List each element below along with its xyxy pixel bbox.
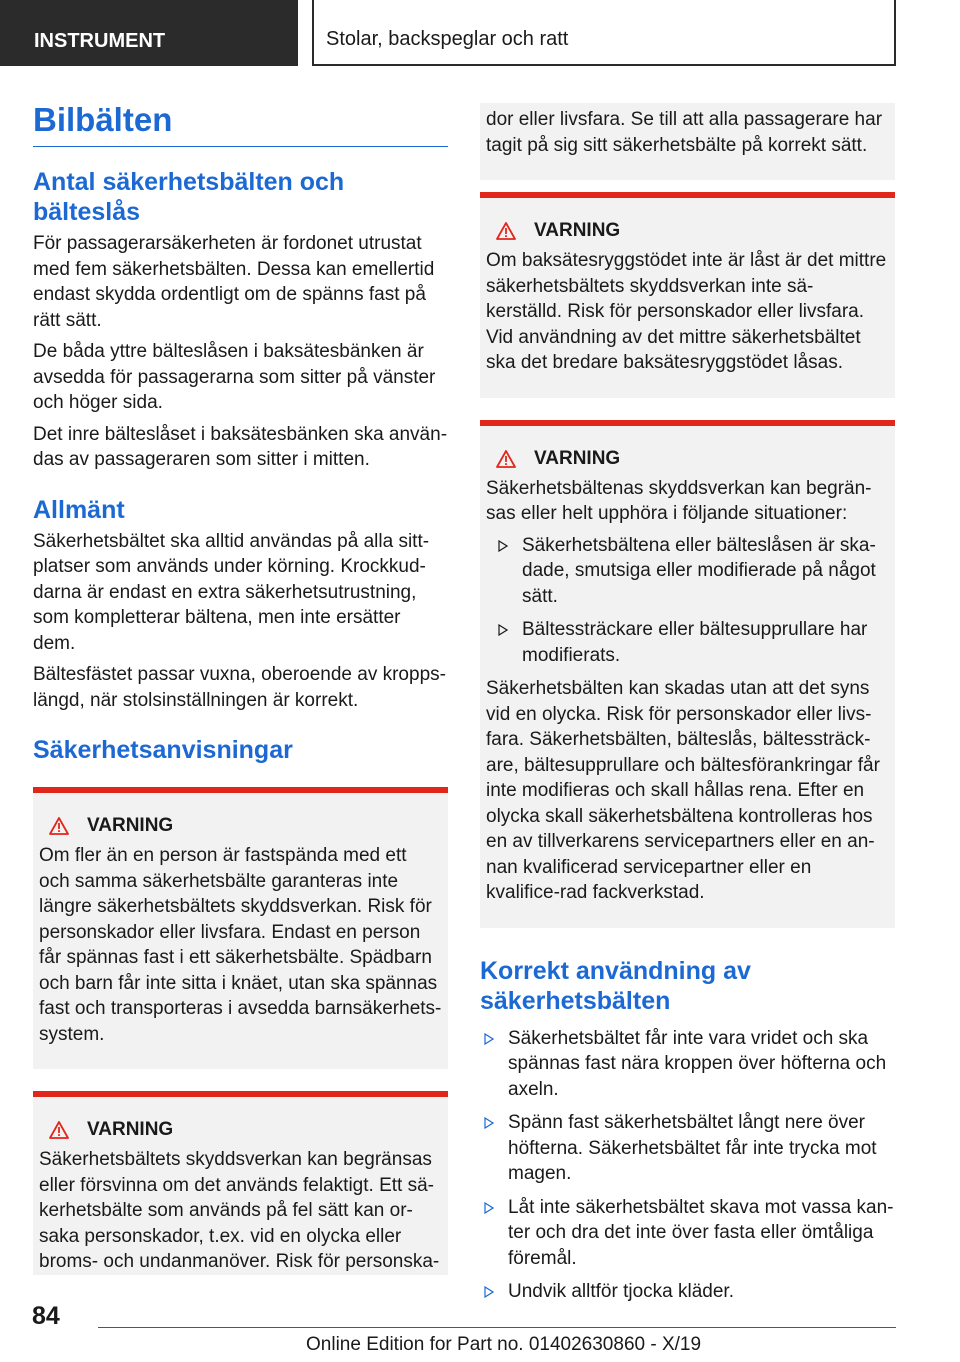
warning-text: Säkerhetsbältets skyddsverkan kan begränsas eller försvinna om det används felaktigt. Ett sä-kerhetsbälte som används på fel sätt kan or-saka personskador, t.ex. vid en olycka eller broms- och undanmanöver. Risk för personska- — [39, 1149, 440, 1272]
seat-belts-paragraph-3: Det inre bälteslåset i baksätesbänken ska använ-das av passageraren som sitter i mitten. — [33, 423, 448, 470]
warning-intro: Säkerhetsbältenas skyddsverkan kan begrän-sas eller helt upphöra i följande situationer: — [486, 477, 872, 524]
warning-continuation — [480, 103, 895, 180]
right-column — [480, 103, 895, 1313]
chapter-title: Stolar, backspeglar och ratt — [312, 0, 896, 66]
warning-text: Säkerhetsbälten kan skadas utan att det syns vid en olycka. Risk för personskador eller livs-fara. Säkerhetsbälten, bälteslås, bältessträck-are, bältesupprullare och bältesförankringar får inte modifieras och skall hållas rena. Efter en olycka skall säkerhetsbältena kontrolleras hos en av tillverkarens servicepartners eller en an-nan kvalificerad servicepartner eller en kvalifice-rad fackverkstad. — [486, 678, 880, 903]
warning-triangle-icon — [496, 222, 516, 240]
triangle-bullet-icon — [498, 624, 508, 636]
warning-text: Om baksätesryggstödet inte är låst är det mittre säkerhetsbältets skyddsverkan inte sä-kerställd. Risk för personskador eller livsfara. Vid användning av det mittre säkerhetsbältet ska det bredare baksätesryggstödet låsas. — [486, 250, 887, 373]
correct-use-list — [480, 1026, 895, 1305]
footer-divider — [98, 1327, 896, 1328]
section-tab: INSTRUMENT — [0, 0, 298, 66]
list-item: Säkerhetsbältena eller bälteslåsen är ska-dade, smutsiga eller modifierade på något sätt. — [486, 533, 889, 610]
warning-triangle-icon — [496, 450, 516, 468]
warning-box — [33, 787, 448, 1069]
warning-box — [33, 1091, 448, 1275]
left-column — [33, 100, 448, 1275]
triangle-bullet-icon — [484, 1117, 494, 1129]
page-title: Bilbälten — [33, 100, 448, 147]
triangle-bullet-icon — [484, 1202, 494, 1214]
list-item: Låt inte säkerhetsbältet skava mot vassa kan-ter och dra det inte över fasta eller ömtåliga föremål. — [480, 1195, 895, 1272]
list-item: Undvik alltför tjocka kläder. — [480, 1279, 895, 1305]
warning-title: VARNING — [534, 220, 621, 241]
general-paragraph-1: Säkerhetsbältet ska alltid användas på alla sitt-platser som används under körning. Krockkud-darna är endast en extra säkerhetsutrustning, som kompletterar bältena, men inte ersätter dem. — [33, 530, 430, 654]
triangle-bullet-icon — [484, 1033, 494, 1045]
list-item: Spänn fast säkerhetsbältet långt nere över höfterna. Säkerhetsbältet får inte trycka mot magen. — [480, 1110, 895, 1187]
warning-text-continued: dor eller livsfara. Se till att alla passagerare har tagit på sig sitt säkerhetsbälte på korrekt sätt. — [486, 109, 883, 156]
correct-use-heading: Korrekt användning av säkerhetsbälten — [480, 956, 751, 1015]
warning-list — [486, 533, 889, 669]
seat-belts-paragraph-2: De båda yttre bälteslåsen i baksätesbänken är avsedda för passagerarna som sitter på vänster och höger sida. — [33, 341, 436, 413]
list-item: Säkerhetsbältet får inte vara vridet och ska spännas fast nära kroppen över höfterna och axeln. — [480, 1026, 895, 1103]
list-item: Bältessträckare eller bältesupprullare har modifierats. — [486, 617, 889, 668]
general-paragraph-2: Bältesfästet passar vuxna, oberoende av kropps-längd, när stolsinställningen är korrekt. — [33, 664, 446, 711]
seat-belts-paragraph-1: För passagerarsäkerheten är fordonet utrustat med fem säkerhetsbälten. Dessa kan emellertid endast skydda ordentligt om de spänns fast på rätt sätt. — [33, 233, 435, 331]
safety-heading: Säkerhetsanvisningar — [33, 736, 293, 764]
seat-belts-heading: Antal säkerhetsbälten och bälteslås — [33, 168, 345, 226]
warning-box — [480, 192, 895, 398]
page-footer — [0, 1290, 960, 1362]
warning-triangle-icon — [49, 1121, 69, 1139]
warning-title: VARNING — [534, 447, 621, 469]
warning-text: Om fler än en person är fastspända med ett och samma säkerhetsbälte garanteras inte längre säkerhetsbältets skyddsverkan. Risk för personskador eller livsfara. Endast en person får spännas fast i ett säkerhetsbälte. Spädbarn och barn får inte sitta i knäet, utan ska spännas fast och transporteras i avsedda barnsäkerhets-system. — [39, 845, 442, 1045]
page-header — [0, 0, 960, 66]
warning-triangle-icon — [49, 817, 69, 835]
edition-note: Online Edition for Part no. 01402630860 - X/19 — [306, 1334, 702, 1355]
warning-box — [480, 420, 895, 928]
page-number: 84 — [32, 1302, 60, 1330]
general-heading: Allmänt — [33, 495, 125, 524]
triangle-bullet-icon — [498, 540, 508, 552]
warning-title: VARNING — [87, 1119, 174, 1140]
warning-title: VARNING — [87, 815, 174, 836]
